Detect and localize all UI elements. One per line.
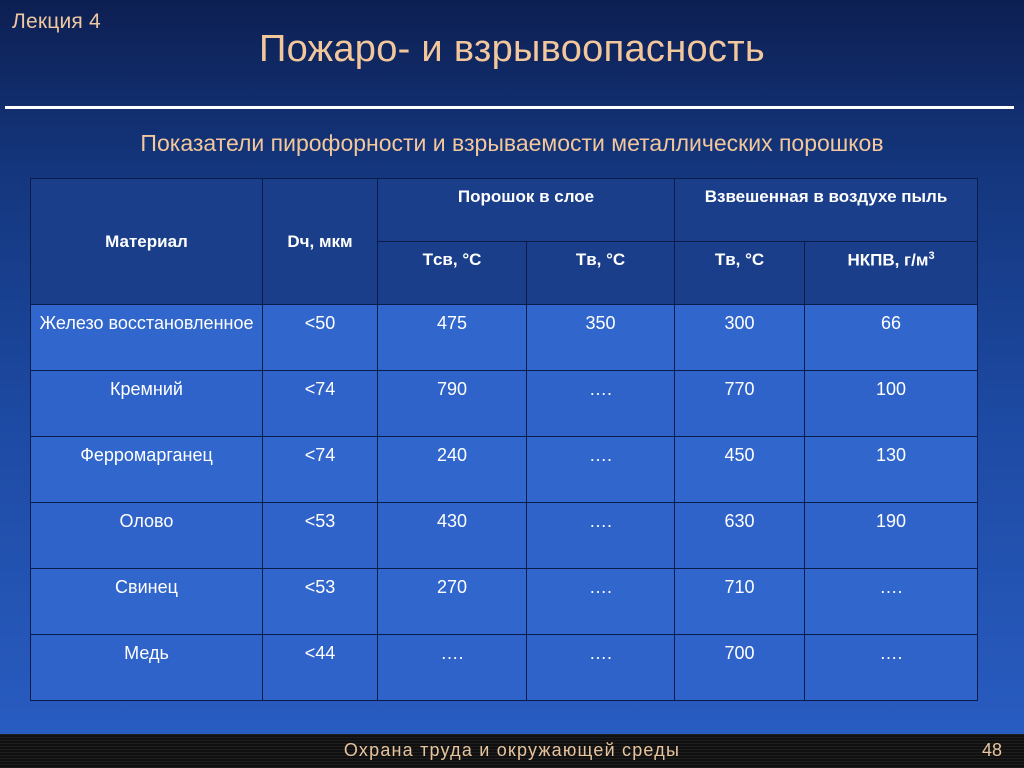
cell-nkpv: …. — [805, 569, 978, 635]
slide-subtitle: Показатели пирофорности и взрываемости металлических порошков — [140, 130, 884, 156]
cell-t-v-layer: …. — [527, 371, 675, 437]
cell-t-v-dust: 770 — [675, 371, 805, 437]
cell-t-v-dust: 450 — [675, 437, 805, 503]
table-row — [31, 437, 978, 503]
cell-t-sv: 270 — [378, 569, 527, 635]
cell-t-sv: 790 — [378, 371, 527, 437]
data-table-container — [30, 178, 977, 701]
cell-material: Медь — [31, 635, 263, 701]
header-nkpv-text: НКПВ, г/м — [847, 250, 929, 270]
cell-t-sv: 240 — [378, 437, 527, 503]
table-row — [31, 569, 978, 635]
cell-t-v-dust: 300 — [675, 305, 805, 371]
cell-material: Олово — [31, 503, 263, 569]
footer-course-title: Охрана труда и окружающей среды — [343, 740, 681, 760]
cell-diameter: <50 — [263, 305, 378, 371]
cell-t-v-layer: …. — [527, 569, 675, 635]
cell-t-v-dust: 630 — [675, 503, 805, 569]
cell-diameter: <74 — [263, 437, 378, 503]
cell-t-sv: 430 — [378, 503, 527, 569]
table-row — [31, 503, 978, 569]
header-diameter: Dч, мкм — [263, 179, 378, 305]
cell-t-v-dust: 710 — [675, 569, 805, 635]
cell-t-v-layer: …. — [527, 437, 675, 503]
cell-t-sv: …. — [378, 635, 527, 701]
cell-diameter: <44 — [263, 635, 378, 701]
cell-t-sv: 475 — [378, 305, 527, 371]
cell-material: Железо восстановленное — [31, 305, 263, 371]
header-t-sv: Tсв, °С — [378, 242, 527, 305]
cell-nkpv: 190 — [805, 503, 978, 569]
cell-material: Ферромарганец — [31, 437, 263, 503]
cell-material: Свинец — [31, 569, 263, 635]
table-row — [31, 305, 978, 371]
cell-nkpv: …. — [805, 635, 978, 701]
cell-diameter: <74 — [263, 371, 378, 437]
table-row — [31, 371, 978, 437]
footer-bar — [0, 734, 1024, 768]
cell-t-v-layer: …. — [527, 635, 675, 701]
cell-t-v-layer: …. — [527, 503, 675, 569]
header-powder-layer: Порошок в слое — [378, 179, 675, 242]
header-nkpv — [805, 242, 978, 305]
cell-nkpv: 66 — [805, 305, 978, 371]
cell-nkpv: 130 — [805, 437, 978, 503]
table-row — [31, 635, 978, 701]
title-divider — [5, 106, 1014, 109]
header-t-v-layer: Tв, °С — [527, 242, 675, 305]
header-nkpv-sup: 3 — [928, 250, 935, 262]
data-table — [30, 178, 978, 701]
page-number: 48 — [981, 740, 1002, 760]
header-material: Материал — [31, 179, 263, 305]
lecture-label: Лекция 4 — [12, 10, 101, 33]
cell-t-v-layer: 350 — [527, 305, 675, 371]
header-suspended-dust: Взвешенная в воздухе пыль — [675, 179, 978, 242]
cell-nkpv: 100 — [805, 371, 978, 437]
header-t-v-dust: Tв, °С — [675, 242, 805, 305]
cell-diameter: <53 — [263, 503, 378, 569]
slide-title: Пожаро- и взрывоопасность — [258, 28, 766, 70]
cell-t-v-dust: 700 — [675, 635, 805, 701]
cell-material: Кремний — [31, 371, 263, 437]
cell-diameter: <53 — [263, 569, 378, 635]
